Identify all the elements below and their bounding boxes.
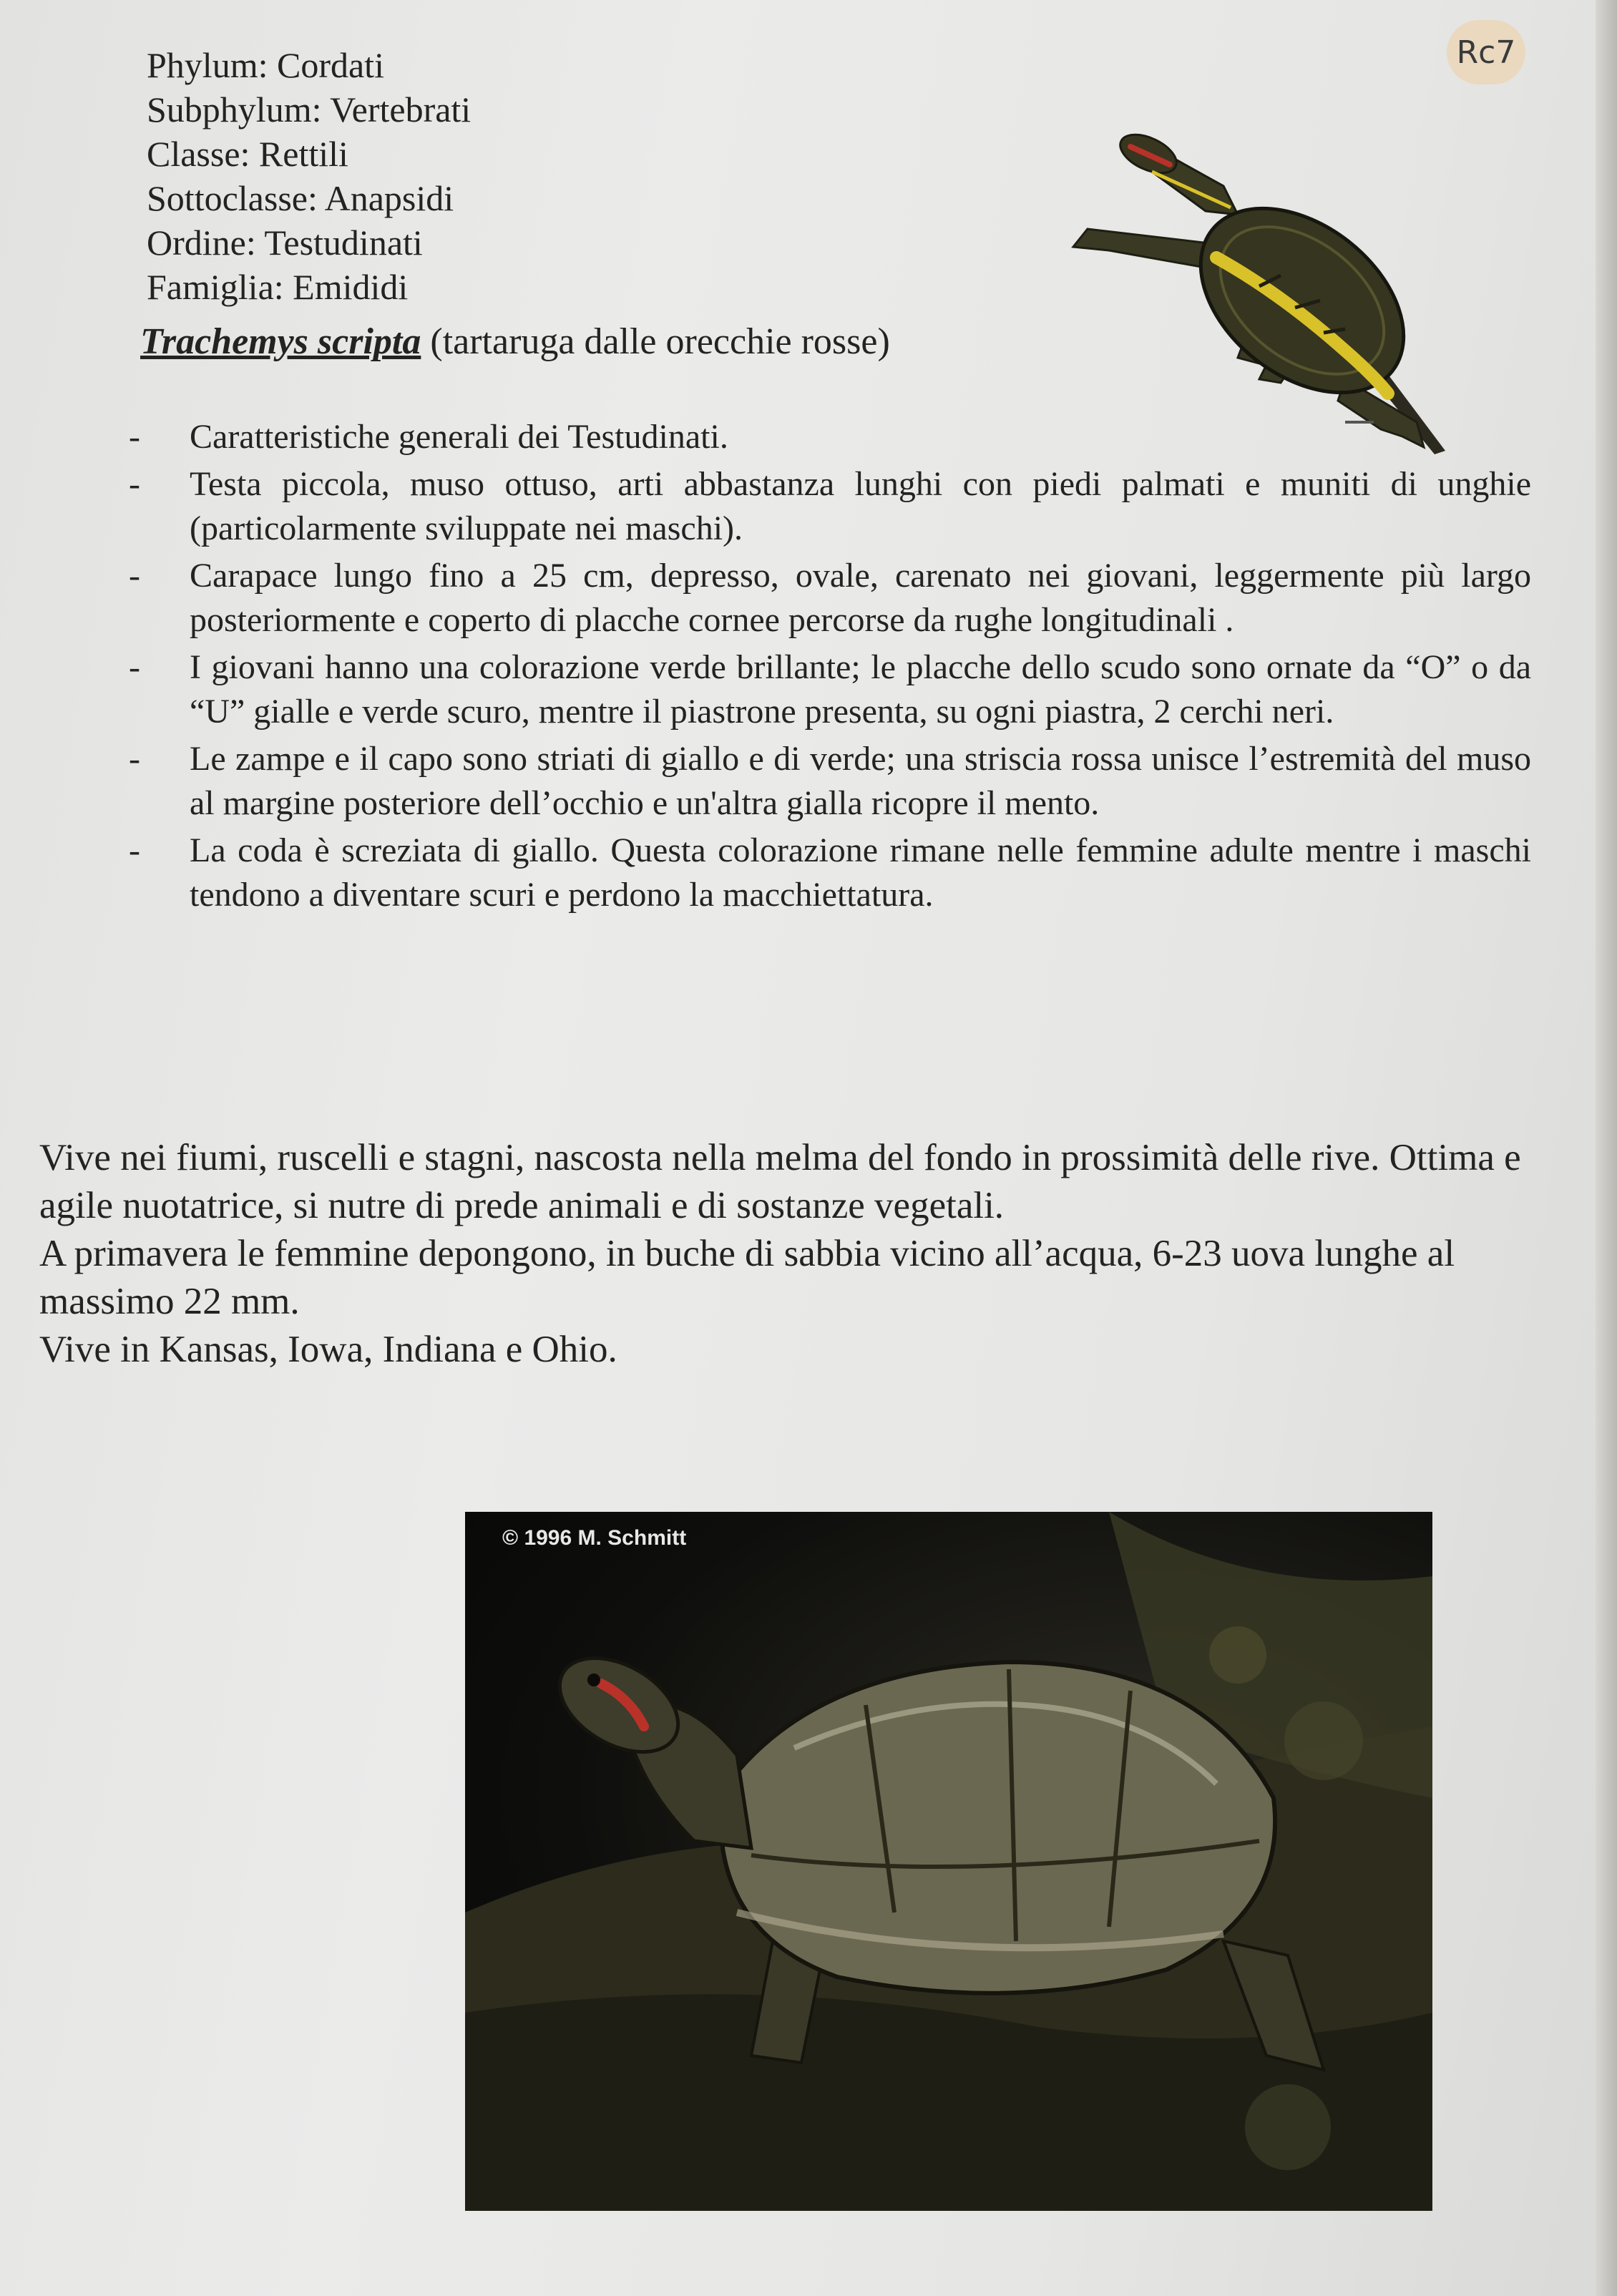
bullet-dash: - <box>129 740 140 778</box>
taxonomy-list <box>147 43 471 309</box>
list-item-text: Caratteristiche generali dei Testudinati. <box>190 418 728 456</box>
taxonomy-subphylum: Subphylum: Vertebrati <box>147 89 472 130</box>
bullet-dash: - <box>129 557 140 595</box>
photo-copyright: © 1996 M. Schmitt <box>502 1526 687 1550</box>
reproduction-paragraph: A primavera le femmine depongono, in buche di sabbia vicino all’acqua, 6-23 uova lunghe al massimo 22 mm. <box>39 1233 1455 1322</box>
taxonomy-subclass: Sottoclasse: Anapsidi <box>147 178 454 218</box>
list-item <box>114 462 1531 551</box>
corner-reference-code: Rc7 <box>1447 20 1525 84</box>
bullet-dash: - <box>129 418 140 456</box>
taxonomy-phylum: Phylum: Cordati <box>147 45 384 85</box>
characteristics-list <box>114 415 1531 920</box>
list-item <box>114 737 1531 826</box>
sheet-edge <box>1596 0 1617 2296</box>
list-item <box>114 645 1531 734</box>
list-item-text: Le zampe e il capo sono striati di giallo e di verde; una striscia rossa unisce l’estremità del muso al margine posteriore dell’occhio e un'altra gialla ricopre il mento. <box>190 740 1531 822</box>
species-common-name: (tartaruga dalle orecchie rosse) <box>430 321 890 362</box>
list-item-text: La coda è screziata di giallo. Questa colorazione rimane nelle femmine adulte mentre i maschi tendono a diventare scuri e perdono la macchiettatura. <box>190 831 1531 914</box>
bullet-dash: - <box>129 465 140 503</box>
species-scientific-name: Trachemys scripta <box>140 321 421 362</box>
photo-scene <box>465 1512 1432 2211</box>
taxonomy-class: Classe: Rettili <box>147 134 348 174</box>
habitat-text <box>39 1134 1578 1374</box>
list-item-text: Carapace lungo fino a 25 cm, depresso, ovale, carenato nei giovani, leggermente più largo posteriormente e coperto di placche cornee percorse da rughe longitudinali . <box>190 557 1531 639</box>
habitat-paragraph: Vive nei fiumi, ruscelli e stagni, nascosta nella melma del fondo in prossimità delle rive. Ottima e agile nuotatrice, si nutre di prede animali e di sostanze vegetali. <box>39 1137 1521 1226</box>
turtle-on-rock-photo <box>465 1512 1432 2211</box>
bullet-dash: - <box>129 831 140 869</box>
bullet-dash: - <box>129 648 140 686</box>
taxonomy-family: Famiglia: Emididi <box>147 267 409 307</box>
list-item-text: Testa piccola, muso ottuso, arti abbastanza lunghi con piedi palmati e muniti di unghie (particolarmente sviluppate nei maschi). <box>190 465 1531 547</box>
list-item <box>114 554 1531 643</box>
list-item <box>114 829 1531 917</box>
taxonomy-order: Ordine: Testudinati <box>147 223 423 263</box>
distribution-paragraph: Vive in Kansas, Iowa, Indiana e Ohio. <box>39 1329 617 1370</box>
list-item-text: I giovani hanno una colorazione verde brillante; le placche dello scudo sono ornate da “O” o da “U” gialle e verde scuro, mentre il piastrone presenta, su ogni piastra, 2 cerchi neri. <box>190 648 1531 731</box>
list-item <box>114 415 1531 459</box>
species-heading <box>140 321 890 363</box>
